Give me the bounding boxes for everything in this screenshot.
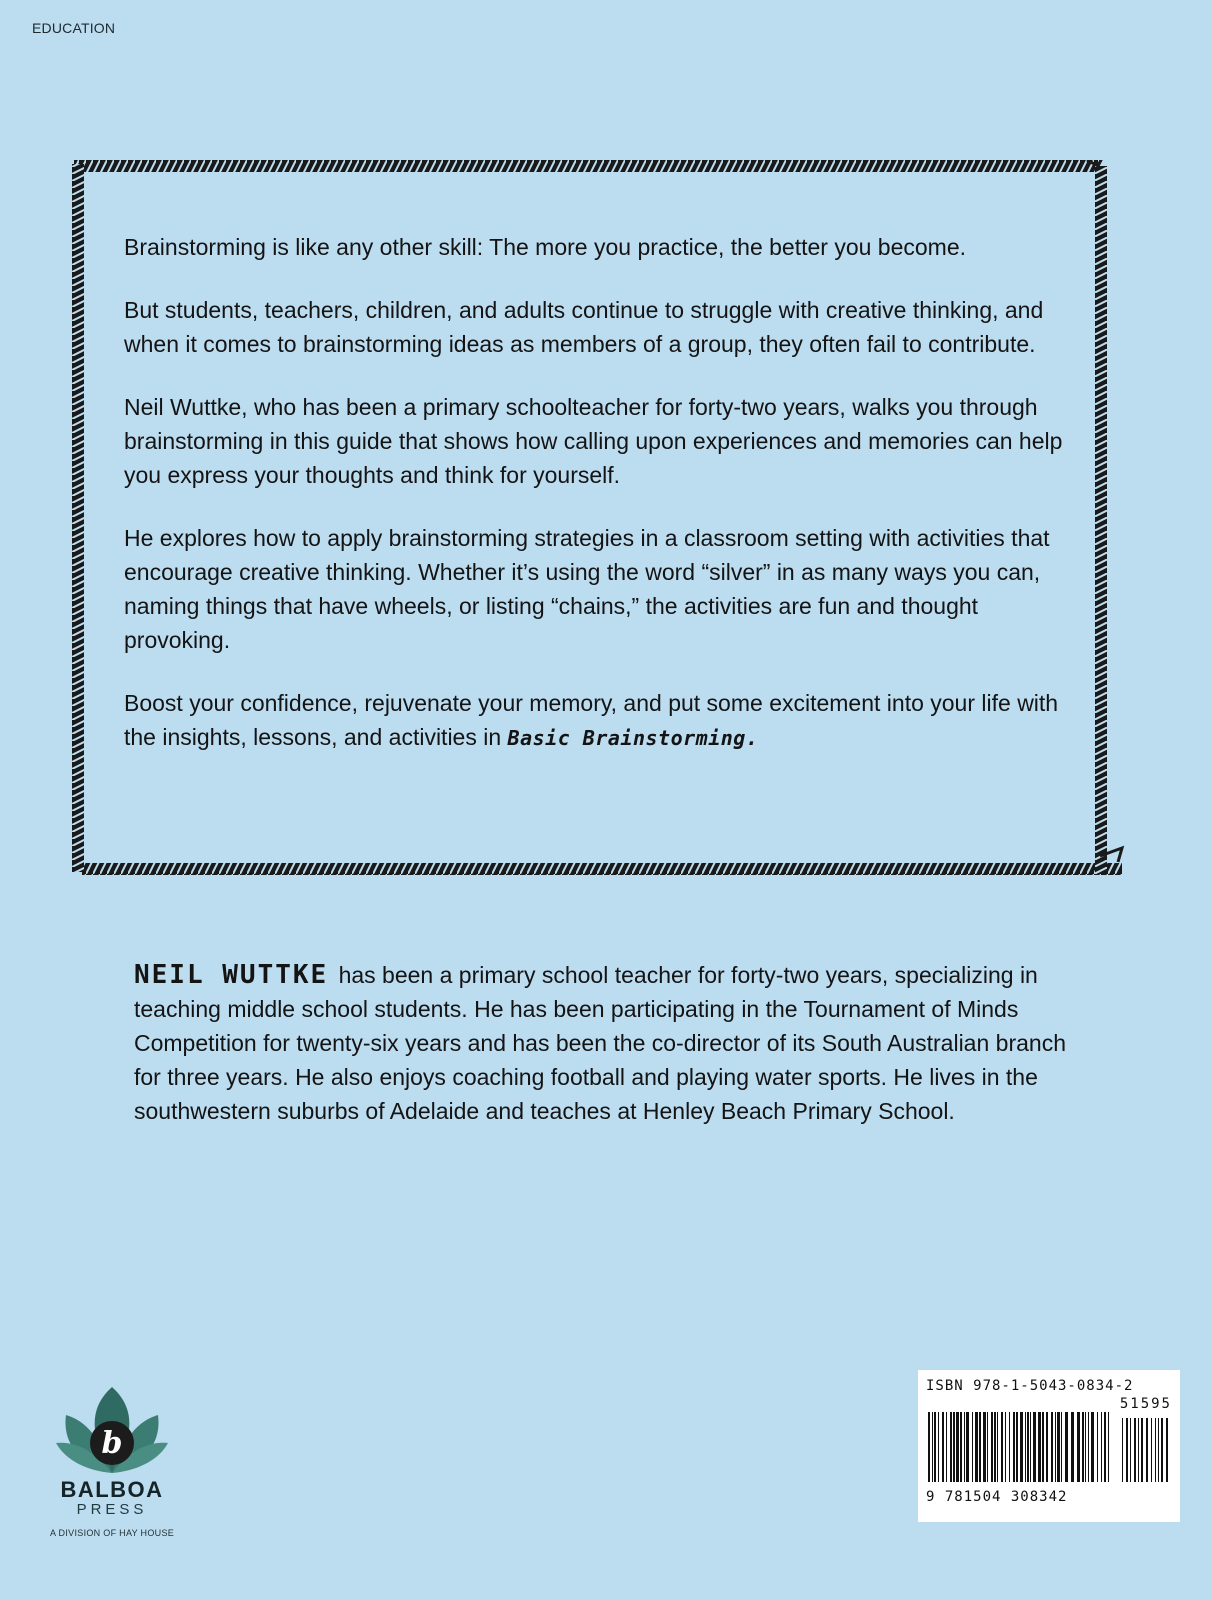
blurb-paragraph: Brainstorming is like any other skill: The more you practice, the better you become. — [124, 234, 967, 260]
barcode-bar — [938, 1412, 939, 1482]
barcode-bar — [928, 1412, 930, 1482]
barcode-bar — [1082, 1412, 1084, 1482]
barcode-bar — [1097, 1412, 1098, 1482]
barcode-bar — [1061, 1412, 1062, 1482]
barcode-bar — [1088, 1412, 1089, 1482]
price-code: 51595 — [1119, 1396, 1172, 1412]
barcode-bar — [1122, 1418, 1123, 1482]
barcode-bar — [1141, 1418, 1143, 1482]
barcode-bar — [946, 1412, 947, 1482]
barcode-bar — [997, 1412, 998, 1482]
isbn-label: ISBN 978-1-5043-0834-2 — [926, 1378, 1134, 1394]
barcode-bar — [956, 1412, 959, 1482]
blurb-final-text: Boost your confidence, rejuvenate your memory, and put some excitement into your life with the insights, lessons, and activities in — [124, 690, 1059, 750]
barcode-bar — [991, 1412, 993, 1482]
barcode-bar — [942, 1412, 944, 1482]
barcode-bar — [1134, 1418, 1136, 1482]
barcode-bar — [1151, 1418, 1152, 1482]
barcode-bar — [1085, 1412, 1086, 1482]
barcode-bar — [964, 1412, 965, 1482]
blurb-frame — [72, 160, 1126, 905]
barcode-bars — [926, 1412, 1172, 1482]
barcode-bar — [966, 1412, 969, 1482]
barcode-bar — [1158, 1418, 1159, 1482]
barcode-bar — [1042, 1412, 1044, 1482]
barcode-bar — [983, 1412, 986, 1482]
publisher-sub: PRESS — [76, 1501, 148, 1518]
blurb-final-paragraph — [124, 686, 1074, 755]
barcode-bar — [1138, 1418, 1139, 1482]
barcode-bar — [1055, 1412, 1056, 1482]
book-title: Basic Brainstorming. — [507, 726, 759, 750]
blurb-paragraph: But students, teachers, children, and adults continue to struggle with creative thinking, and when it comes to brainstorming ideas as members of a group, they often fail to contribute. — [124, 297, 1044, 357]
barcode-bar — [953, 1412, 955, 1482]
barcode-bar — [1146, 1418, 1148, 1482]
publisher-name: BALBOA — [60, 1477, 164, 1502]
barcode-digits: 9 781504 308342 — [926, 1489, 1068, 1505]
barcode-bar — [960, 1412, 962, 1482]
barcode-bar — [1101, 1412, 1102, 1482]
barcode-bar — [975, 1412, 978, 1482]
barcode-bar — [1013, 1412, 1015, 1482]
logo-letter: b — [101, 1426, 123, 1461]
barcode-bar — [1009, 1412, 1010, 1482]
lotus-icon — [52, 1385, 172, 1475]
barcode-bar — [1065, 1412, 1068, 1482]
barcode-bar — [1130, 1418, 1131, 1482]
barcode-bar — [1020, 1412, 1023, 1482]
barcode-bar — [1001, 1412, 1003, 1482]
barcode-bar — [1038, 1412, 1041, 1482]
barcode-bar — [1091, 1412, 1094, 1482]
barcode-bar — [1051, 1412, 1053, 1482]
barcode-bar — [987, 1412, 988, 1482]
barcode-bar — [1030, 1412, 1031, 1482]
barcode-bar — [1071, 1412, 1074, 1482]
category-label: EDUCATION — [32, 20, 116, 36]
barcode-bar — [994, 1412, 996, 1482]
barcode-bar — [1155, 1418, 1156, 1482]
barcode-bar — [1005, 1412, 1006, 1482]
barcode-bar — [1077, 1412, 1080, 1482]
barcode-bar — [1027, 1412, 1029, 1482]
author-name: NEIL WUTTKE — [134, 960, 329, 990]
publisher-logo — [32, 1385, 192, 1538]
blurb-paragraph: Neil Wuttke, who has been a primary schoolteacher for forty-two years, walks you through brainstorming in this guide that shows how calling upon experiences and memories can help you express your thoughts and think for yourself. — [124, 394, 1063, 488]
barcode-bar — [1046, 1412, 1048, 1482]
barcode-bar — [1161, 1418, 1163, 1482]
barcode-bar — [1016, 1412, 1018, 1482]
barcode-bar — [932, 1412, 933, 1482]
barcode-bar — [1025, 1412, 1026, 1482]
barcode-bar — [1166, 1418, 1168, 1482]
publisher-division: A DIVISION OF HAY HOUSE — [49, 1528, 175, 1538]
barcode-bar — [1108, 1412, 1109, 1482]
author-bio-text: has been a primary school teacher for forty-two years, specializing in teaching middle school students. He has been participating in the Tournament of Minds Competition for twenty-six years and has been the co-director of its South Australian branch for three years. He also enjoys coaching football and playing water sports. He lives in the southwestern suburbs of Adelaide and teaches at Henley Beach Primary School. — [134, 962, 1066, 1124]
barcode-bar — [972, 1412, 973, 1482]
barcode-bar — [934, 1412, 936, 1482]
isbn-barcode — [918, 1370, 1180, 1522]
blurb-paragraph: He explores how to apply brainstorming strategies in a classroom setting with activities that encourage creative thinking. Whether it’s using the word “silver” in as many ways you can, naming things that have wheels, or listing “chains,” the activities are fun and thought provoking. — [124, 525, 1050, 653]
barcode-bar — [1104, 1412, 1106, 1482]
barcode-bar — [950, 1412, 952, 1482]
barcode-bar — [979, 1412, 981, 1482]
barcode-bar — [1126, 1418, 1128, 1482]
barcode-bar — [1033, 1412, 1036, 1482]
blurb-text — [124, 230, 1074, 784]
author-bio — [134, 958, 1079, 1128]
barcode-bar — [1057, 1412, 1060, 1482]
